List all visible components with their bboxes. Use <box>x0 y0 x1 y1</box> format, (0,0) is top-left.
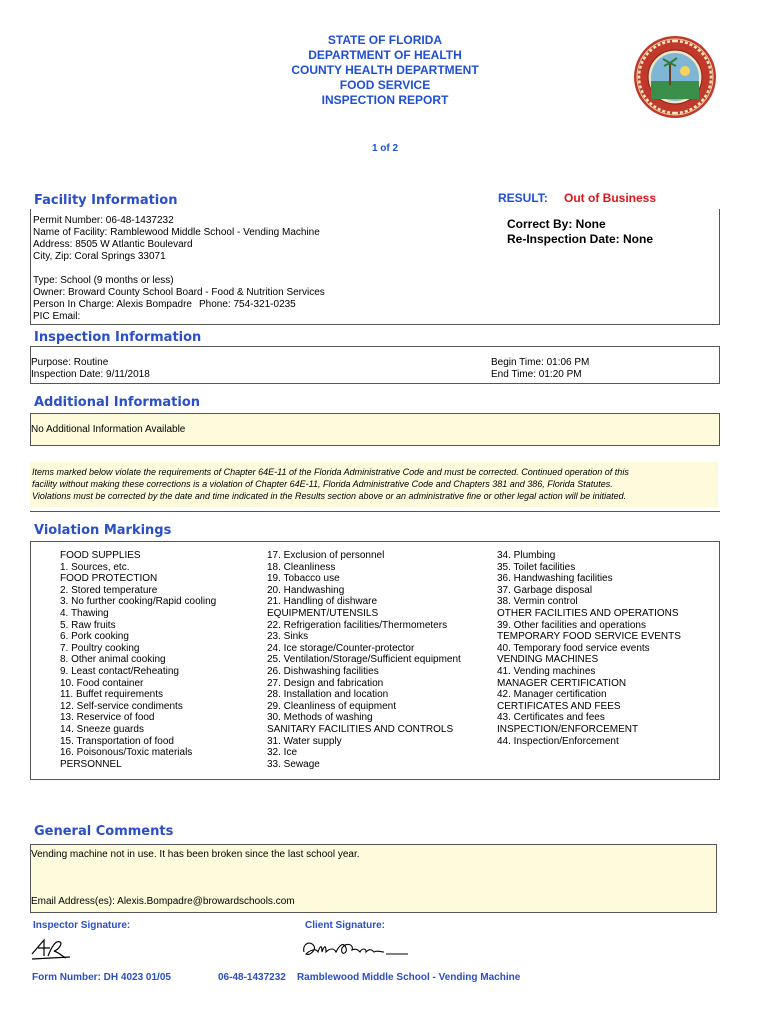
violation-item: 36. Handwashing facilities <box>497 573 613 585</box>
violation-item: 4. Thawing <box>60 607 109 619</box>
header-line-report: INSPECTION REPORT <box>321 93 449 107</box>
violation-item: 21. Handling of dishware <box>267 596 378 608</box>
violation-item: 13. Reservice of food <box>60 712 155 724</box>
reinspection-date: Re-Inspection Date: None <box>507 232 654 246</box>
violation-item: 34. Plumbing <box>497 550 556 561</box>
violation-item: INSPECTION/ENFORCEMENT <box>497 723 639 735</box>
inspection-section-title: Inspection Information <box>34 330 202 345</box>
notice-line-2: facility without making these corrections is a violation of Chapter 64E-11, Florida Administrative Code and Chapters 381 and 386, Florida Statutes. <box>32 479 613 489</box>
violation-item: 23. Sinks <box>267 631 309 643</box>
violation-item: 29. Cleanliness of equipment <box>267 700 396 712</box>
additional-text: No Additional Information Available <box>31 424 186 435</box>
violation-item: SANITARY FACILITIES AND CONTROLS <box>267 723 454 735</box>
header-line-state: STATE OF FLORIDA <box>327 33 443 47</box>
comments-text: Vending machine not in use. It has been broken since the last school year. <box>31 849 360 860</box>
violations-section-title: Violation Markings <box>34 523 172 538</box>
violation-item: CERTIFICATES AND FEES <box>497 700 621 712</box>
end-time: End Time: 01:20 PM <box>491 369 582 380</box>
violation-item: 17. Exclusion of personnel <box>267 550 385 561</box>
header-line-department: DEPARTMENT OF HEALTH <box>308 48 462 62</box>
client-signature-icon <box>300 936 410 962</box>
violation-item: 16. Poisonous/Toxic materials <box>60 747 193 759</box>
notice-rule <box>30 511 720 512</box>
violation-item: 25. Ventilation/Storage/Sufficient equipment <box>267 654 461 666</box>
result-value: Out of Business <box>564 191 657 205</box>
violation-notice <box>30 462 718 507</box>
violations-column-3 <box>497 550 681 747</box>
facility-city-zip: City, Zip: Coral Springs 33071 <box>33 251 166 262</box>
permit-number: Permit Number: 06-48-1437232 <box>33 215 174 226</box>
violations-column-1 <box>60 550 216 770</box>
begin-time: Begin Time: 01:06 PM <box>491 357 590 368</box>
violation-item: 41. Vending machines <box>497 665 596 677</box>
facility-type: Type: School (9 months or less) <box>33 275 174 286</box>
violation-item: 37. Garbage disposal <box>497 584 593 596</box>
violation-item: 14. Sneeze guards <box>60 723 144 735</box>
comments-box <box>30 844 717 913</box>
violation-item: 10. Food container <box>60 677 144 689</box>
violation-item: 42. Manager certification <box>497 689 607 701</box>
form-number: Form Number: DH 4023 01/05 <box>32 972 171 983</box>
violations-column-2 <box>267 550 461 770</box>
violation-item: 20. Handwashing <box>267 584 345 596</box>
violation-item: 31. Water supply <box>267 735 342 747</box>
violation-item: 5. Raw fruits <box>60 619 116 631</box>
facility-owner: Owner: Broward County School Board - Food & Nutrition Services <box>33 287 325 298</box>
violation-item: 6. Pork cooking <box>60 631 129 643</box>
violation-item: 27. Design and fabrication <box>267 677 384 689</box>
result-label: RESULT: <box>498 191 548 205</box>
header-line-county: COUNTY HEALTH DEPARTMENT <box>291 63 479 77</box>
violation-item: FOOD SUPPLIES <box>60 550 141 561</box>
violation-item: 2. Stored temperature <box>60 584 158 596</box>
facility-name: Name of Facility: Ramblewood Middle School - Vending Machine <box>33 227 320 238</box>
inspector-signature-label: Inspector Signature: <box>33 920 131 931</box>
violation-item: 15. Transportation of food <box>60 735 174 747</box>
inspection-purpose: Purpose: Routine <box>31 357 109 368</box>
violation-item: TEMPORARY FOOD SERVICE EVENTS <box>497 631 681 643</box>
violation-item: 44. Inspection/Enforcement <box>497 735 619 747</box>
additional-box <box>30 413 720 446</box>
violation-item: 7. Poultry cooking <box>60 642 140 654</box>
violation-item: 18. Cleanliness <box>267 561 336 573</box>
violation-item: 33. Sewage <box>267 758 320 770</box>
comments-email: Email Address(es): Alexis.Bompadre@browardschools.com <box>31 896 295 907</box>
violation-item: 12. Self-service condiments <box>60 700 183 712</box>
violation-item: 43. Certificates and fees <box>497 712 605 724</box>
inspector-signature-icon <box>30 936 80 962</box>
page-number: 1 of 2 <box>371 143 399 154</box>
pic-email: PIC Email: <box>33 311 81 322</box>
violation-item: 24. Ice storage/Counter-protector <box>267 642 415 654</box>
client-signature-label: Client Signature: <box>305 920 386 931</box>
violation-item: 39. Other facilities and operations <box>497 619 646 631</box>
violation-item: OTHER FACILITIES AND OPERATIONS <box>497 607 679 619</box>
violation-item: 28. Installation and location <box>267 689 389 701</box>
facility-section-title: Facility Information <box>34 193 178 208</box>
header-line-food-service: FOOD SERVICE <box>339 78 431 92</box>
notice-line-3: Violations must be corrected by the date and time indicated in the Results section above or an administrative fine or other legal action will be initiated. <box>32 491 627 501</box>
facility-box <box>30 209 720 325</box>
phone-number: Phone: 754-321-0235 <box>199 299 296 310</box>
correct-by: Correct By: None <box>507 217 606 231</box>
violation-item: MANAGER CERTIFICATION <box>497 677 627 689</box>
inspection-box <box>30 346 720 384</box>
violation-item: VENDING MACHINES <box>497 654 599 666</box>
violation-item: 38. Vermin control <box>497 596 578 608</box>
notice-line-1: Items marked below violate the requirements of Chapter 64E-11 of the Florida Administrative Code and must be corrected. Continued operation of this <box>32 467 629 477</box>
violation-item: EQUIPMENT/UTENSILS <box>267 607 379 619</box>
additional-section-title: Additional Information <box>34 395 201 410</box>
violation-item: FOOD PROTECTION <box>60 573 158 585</box>
violation-item: 9. Least contact/Reheating <box>60 665 179 677</box>
facility-address: Address: 8505 W Atlantic Boulevard <box>33 239 193 250</box>
violation-item: 32. Ice <box>267 747 298 759</box>
violation-item: 30. Methods of washing <box>267 712 373 724</box>
violation-item: 40. Temporary food service events <box>497 642 650 654</box>
inspection-date: Inspection Date: 9/11/2018 <box>31 369 150 380</box>
violation-item: 1. Sources, etc. <box>60 561 130 573</box>
comments-section-title: General Comments <box>34 824 174 839</box>
violation-item: 26. Dishwashing facilities <box>267 665 379 677</box>
footer-permit-facility: 06-48-1437232 Ramblewood Middle School - Vending Machine <box>218 972 521 983</box>
violation-item: PERSONNEL <box>60 758 122 770</box>
person-in-charge: Person In Charge: Alexis Bompadre <box>33 299 192 310</box>
florida-state-seal-icon <box>633 35 717 119</box>
violation-item: 8. Other animal cooking <box>60 654 166 666</box>
violation-item: 11. Buffet requirements <box>60 689 164 701</box>
violation-item: 19. Tobacco use <box>267 573 340 585</box>
violation-item: 3. No further cooking/Rapid cooling <box>60 596 217 608</box>
violation-item: 22. Refrigeration facilities/Thermometers <box>267 619 448 631</box>
violation-item: 35. Toilet facilities <box>497 561 576 573</box>
violations-box <box>30 541 720 780</box>
